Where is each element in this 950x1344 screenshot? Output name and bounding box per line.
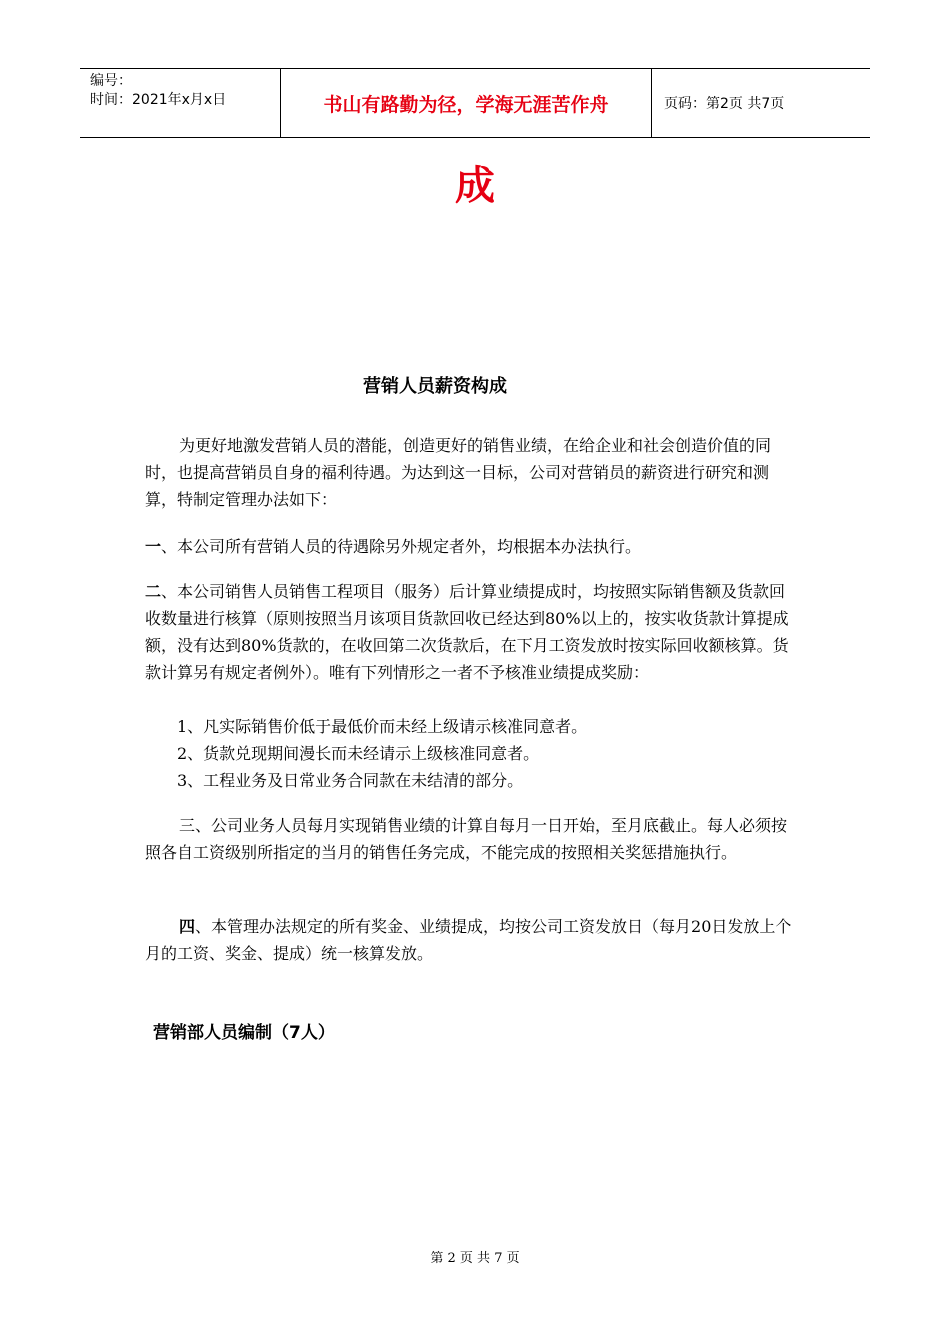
document-title: 营销人员薪资构成 — [363, 376, 507, 397]
section-2-paragraph — [145, 578, 800, 686]
header-page-info: 页码：第2页 共7页 — [664, 96, 785, 112]
exception-item-1: 1、凡实际销售价低于最低价而未经上级请示核准同意者。 — [177, 717, 588, 736]
intro-paragraph: 为更好地激发营销人员的潜能，创造更好的销售业绩，在给企业和社会创造价值的同时，也提高营销员自身的福利待遇。为达到这一目标，公司对营销员的薪资进行研究和测算，特制定管理办法如下： — [145, 436, 772, 509]
document-date: 时间：2021年x月x日 — [90, 92, 227, 108]
section-3-paragraph: 三、公司业务人员每月实现销售业绩的计算自每月一日开始，至月底截止。每人必须按照各自工资级别所指定的当月的销售任务完成，不能完成的按照相关奖惩措施执行。 — [145, 816, 788, 862]
section-4-paragraph — [145, 913, 800, 967]
page-header — [80, 68, 870, 138]
header-motto: 书山有路勤为径，学海无涯苦作舟 — [323, 93, 609, 116]
header-motto-cell — [280, 69, 652, 137]
section-2-text: 、本公司销售人员销售工程项目（服务）后计算业绩提成时，均按照实际销售额及货款回收数量进行核算（原则按照当月该项目货款回收已经达到80%以上的，按实收货款计算提成额，没有达到80%货款的，在收回第二次货款后，在下月工资发放时按实际回收额核算。货款计算另有规定者例外）。唯有下列情形之一者不予核准业绩提成奖励： — [145, 582, 789, 682]
section-4-number: 四 — [179, 917, 196, 936]
staffing-heading: 营销部人员编制（7人） — [153, 1023, 335, 1043]
header-meta — [80, 69, 280, 137]
section-2-number: 二 — [145, 582, 162, 601]
exception-item-2: 2、货款兑现期间漫长而未经请示上级核准同意者。 — [177, 744, 540, 763]
document-number-label: 编号： — [90, 73, 132, 89]
section-1-number: 一 — [145, 537, 162, 556]
exception-item-3: 3、工程业务及日常业务合同款在未结清的部分。 — [177, 771, 524, 790]
section-4-text: 、本管理办法规定的所有奖金、业绩提成，均按公司工资发放日（每月20日发放上个月的工资、奖金、提成）统一核算发放。 — [145, 917, 792, 963]
section-1-paragraph — [145, 533, 800, 560]
section-1-text: 、本公司所有营销人员的待遇除另外规定者外，均根据本办法执行。 — [161, 537, 642, 556]
large-red-character: 成 — [455, 163, 495, 209]
page-footer: 第 2 页 共 7 页 — [430, 1251, 520, 1266]
